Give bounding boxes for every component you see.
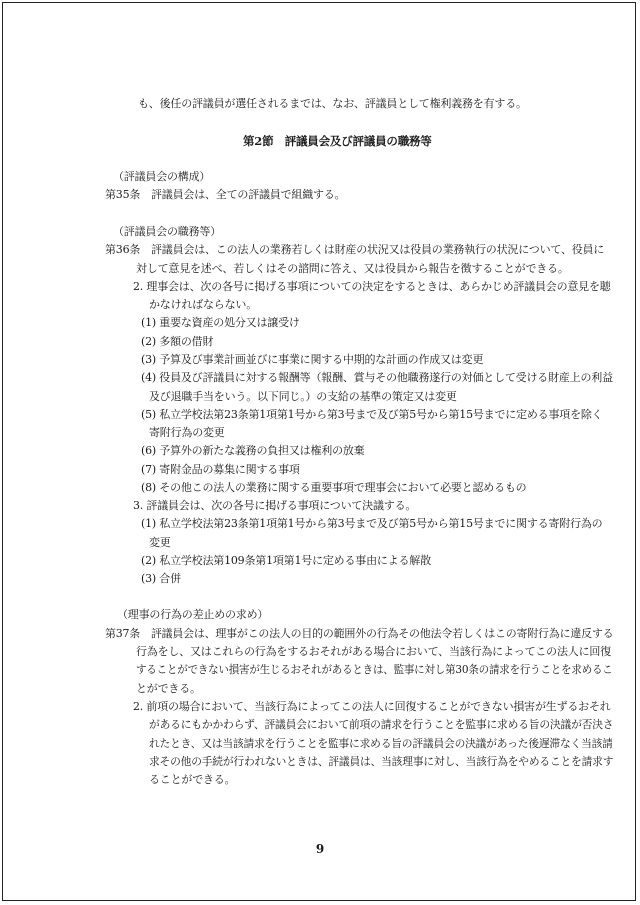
text-line: することができない損害が生じるおそれがあるときは、監事に対し第30条の請求を行うことを求めるこ (136, 663, 613, 676)
text-line: 行為をし、又はこれらの行為をするおそれがある場合において、当該行為によってこの法人に回復 (136, 645, 611, 658)
paragraph-item: 3. 評議員会は、次の各号に掲げる事項について決議する。 (133, 499, 417, 512)
list-item: (3) 合併 (141, 572, 181, 585)
text-line: 寄附行為の変更 (149, 426, 225, 439)
text-line: れたとき、又は当該請求を行うことを監事に求める旨の評議員会の決議があった後遅滞なく当該請 (149, 737, 613, 750)
list-item: (2) 私立学校法第109条第1項第1号に定める事由による解散 (141, 554, 431, 567)
page-number: 9 (315, 842, 325, 856)
text-line: も、後任の評議員が選任されるまでは、なお、評議員として権利義務を有する。 (138, 97, 527, 110)
text-line: 対して意見を述べ、若しくはその諮問に答え、又は役員から報告を徴することができる。 (136, 262, 569, 275)
text-line: かなければならない。 (149, 298, 257, 311)
article-caption: （評議員会の構成） (113, 170, 211, 183)
list-item: (3) 予算及び事業計画並びに事業に関する中期的な計画の作成又は変更 (141, 353, 484, 366)
text-line: ることができる。 (149, 773, 236, 786)
list-item: (8) その他この法人の業務に関する重要事項で理事会において必要と認めるもの (141, 481, 527, 494)
text-line: 変更 (149, 536, 171, 549)
text-line: があるにもかかわらず、評議員会において前項の請求を行うことを監事に求める旨の決議が否決さ (149, 718, 614, 731)
list-item: (1) 重要な資産の処分又は譲受け (141, 316, 300, 329)
list-item: (2) 多額の借財 (141, 335, 214, 348)
list-item: (1) 私立学校法第23条第1項第1号から第3号まで及び第5号から第15号までに関する寄附行為の (141, 517, 603, 530)
text-line: 及び退職手当をいう。以下同じ。）の支給の基準の策定又は変更 (149, 390, 457, 403)
article-text: 第35条 評議員会は、全ての評議員で組織する。 (105, 188, 346, 201)
article-caption: （理事の行為の差止めの求め） (117, 608, 269, 621)
list-item: (6) 予算外の新たな義務の負担又は権利の放棄 (141, 444, 365, 457)
article-caption: （評議員会の職務等） (113, 225, 221, 238)
article-text: 第37条 評議員会は、理事がこの法人の目的の範囲外の行為その他法令若しくはこの寄附行為に違反する (105, 627, 614, 640)
list-item: (4) 役員及び評議員に対する報酬等（報酬、賞与その他職務遂行の対価として受ける財産上の利益 (141, 371, 613, 384)
section-heading: 第2節 評議員会及び評議員の職務等 (243, 134, 432, 148)
text-line: とができる。 (136, 682, 201, 695)
paragraph-item: 2. 前項の場合において、当該行為によってこの法人に回復することができない損害が生ずるおそれ (133, 700, 611, 713)
list-item: (7) 寄附金品の募集に関する事項 (141, 463, 300, 476)
document-page (2, 2, 636, 901)
list-item: (5) 私立学校法第23条第1項第1号から第3号まで及び第5号から第15号までに定める事項を除く (141, 408, 603, 421)
text-line: 求その他の手続が行われないときは、評議員は、当該理事に対し、当該行為をやめることを請求す (149, 755, 614, 768)
paragraph-item: 2. 理事会は、次の各号に掲げる事項についての決定をするときは、あらかじめ評議員会の意見を聴 (133, 280, 611, 293)
article-text: 第36条 評議員会は、この法人の業務若しくは財産の状況又は役員の業務執行の状況について、役員に (105, 243, 605, 256)
